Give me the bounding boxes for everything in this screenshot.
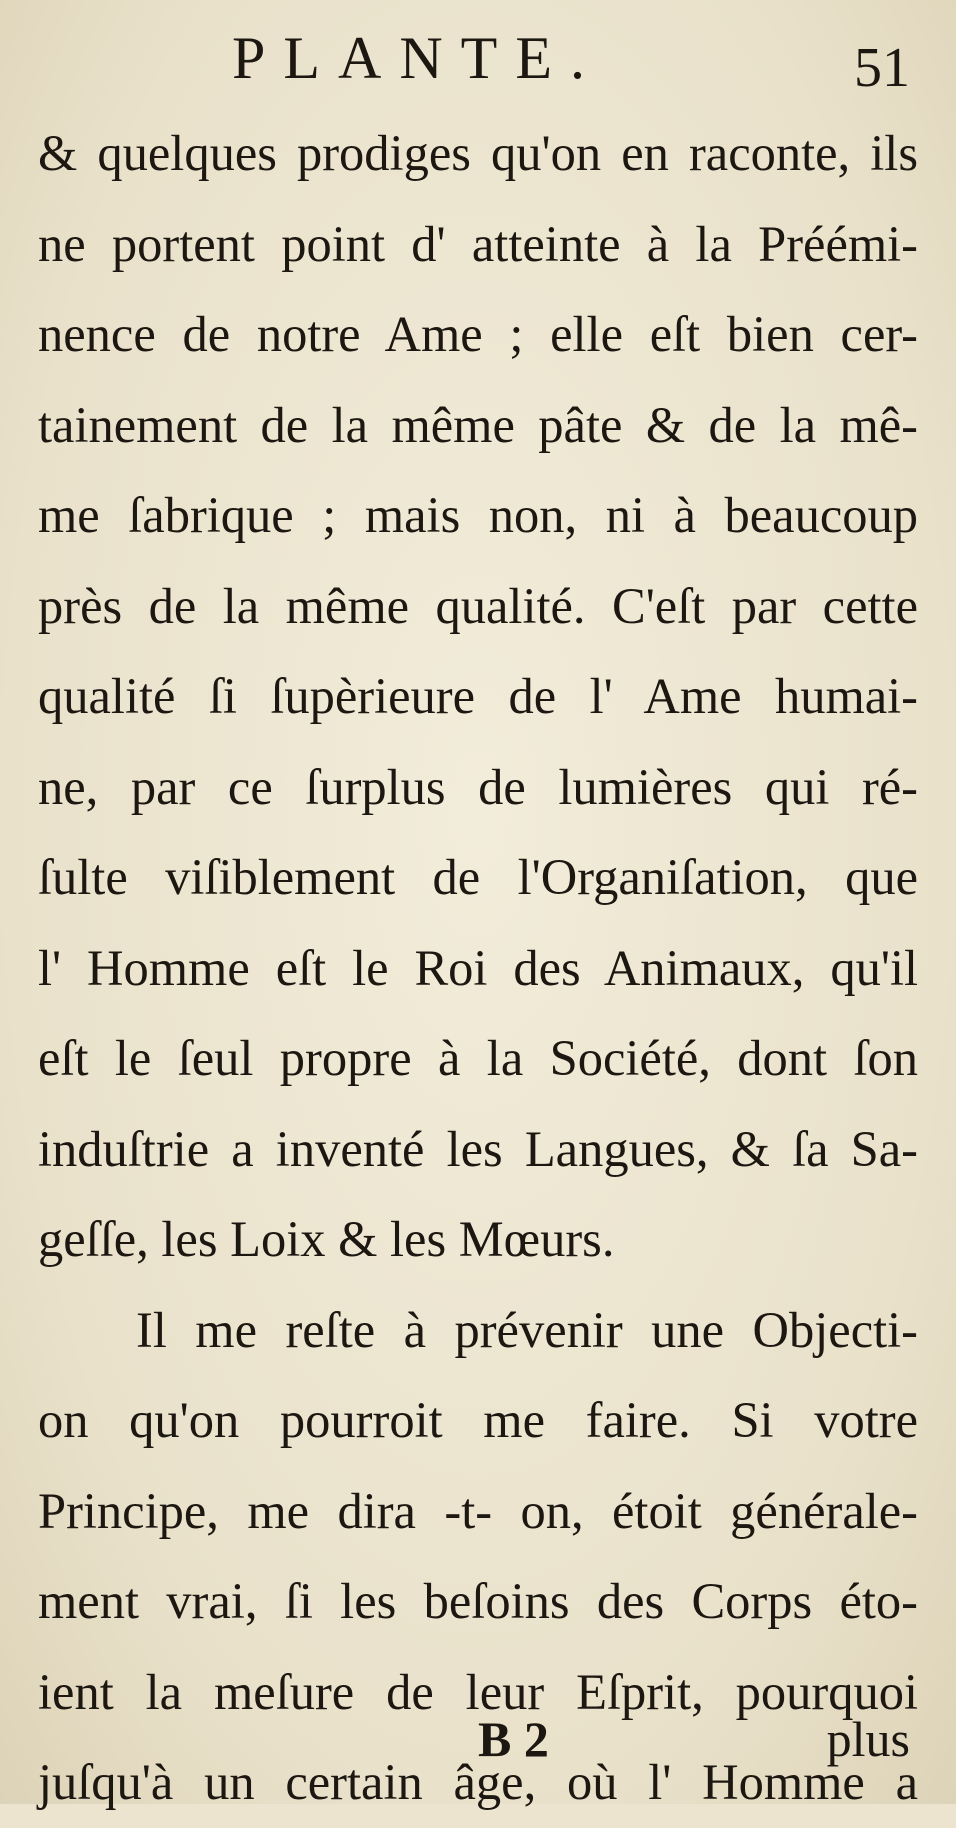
page-header [0, 18, 956, 98]
text-line: on qu'on pourroit me faire. Si votre [38, 1392, 918, 1448]
text-line: eſt le ſeul propre à la Société, dont ſon [38, 1030, 918, 1086]
text-line: me ſabrique ; mais non, ni à beaucoup [38, 487, 918, 543]
text-line: ment vrai, ſi les beſoins des Corps éto- [38, 1573, 918, 1629]
text-line: tainement de la même pâte & de la mê- [38, 396, 918, 453]
text-line: Principe, me dira -t- on, étoit générale- [38, 1482, 918, 1539]
text-line: nence de notre Ame ; elle eſt bien cer- [38, 306, 918, 362]
text-line: près de la même qualité. C'eſt par cette [38, 577, 918, 634]
text-line: ne, par ce ſurplus de lumières qui ré- [38, 758, 918, 815]
text-line: juſqu'à un certain âge, où l' Homme a [38, 1754, 918, 1810]
page-number: 51 [854, 37, 910, 99]
signature-mark: B 2 [478, 1711, 549, 1767]
text-line: qualité ſi ſupèrieure de l' Ame humai- [38, 668, 918, 724]
paragraph-start-line: Il me reſte à prévenir une Objecti- [136, 1301, 918, 1358]
text-line: ient la meſure de leur Eſprit, pourquoi [38, 1663, 918, 1720]
text-line: ne portent point d' atteinte à la Préémi- [38, 215, 918, 272]
text-line: geſſe, les Loix & les Mœurs. [38, 1211, 615, 1267]
text-line: & quelques prodiges qu'on en raconte, ils [38, 125, 918, 181]
body-text [38, 108, 918, 1828]
catchword: plus [826, 1711, 910, 1767]
page-footer [0, 1710, 956, 1790]
text-line: l' Homme eſt le Roi des Animaux, qu'il [38, 939, 918, 996]
running-title: PLANTE. [232, 25, 603, 91]
text-line: ſulte viſiblement de l'Organiſation, que [38, 849, 918, 905]
text-line: induſtrie a inventé les Langues, & ſa Sa- [38, 1120, 918, 1177]
